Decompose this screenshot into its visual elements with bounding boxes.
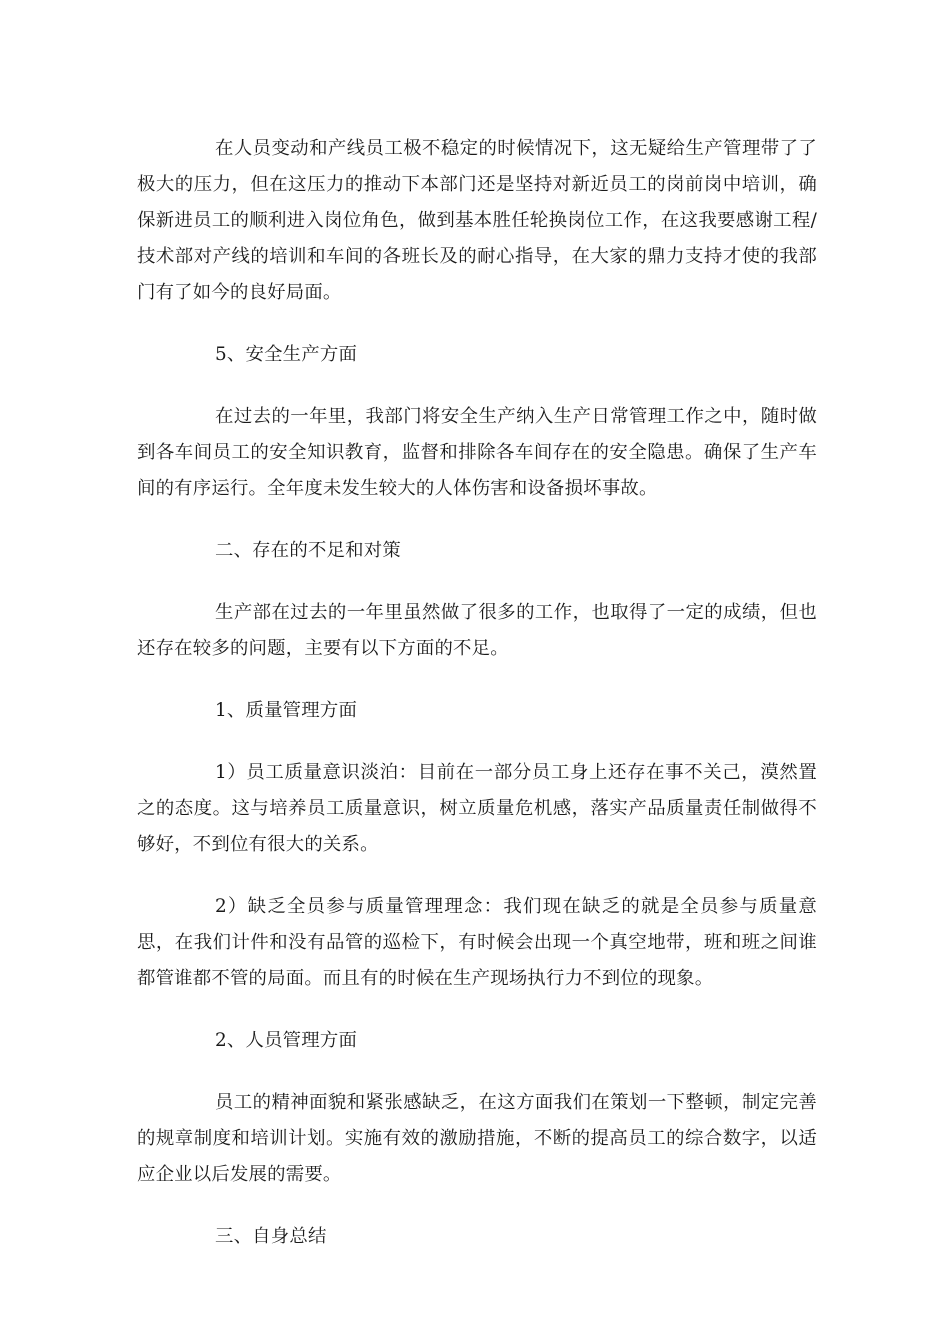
- paragraph-personnel: 员工的精神面貌和紧张感缺乏，在这方面我们在策划一下整顿，制定完善的规章制度和培训计划。实施有效的激励措施，不断的提高员工的综合数字，以适应企业以后发展的需要。: [137, 1092, 817, 1185]
- paragraph-quality-awareness: 1）员工质量意识淡泊：目前在一部分员工身上还存在事不关己，漠然置之的态度。这与培养员工质量意识，树立质量危机感，落实产品质量责任制做得不够好，不到位有很大的关系。: [137, 762, 817, 855]
- heading-personnel-management: 2、人员管理方面: [215, 1030, 358, 1051]
- paragraph-safety: 在过去的一年里，我部门将安全生产纳入生产日常管理工作之中，随时做到各车间员工的安全知识教育，监督和排除各车间存在的安全隐患。确保了生产车间的有序运行。全年度未发生较大的人体伤害和设备损坏事故。: [137, 406, 817, 499]
- heading-shortcomings: 二、存在的不足和对策: [215, 540, 401, 561]
- heading-safety-production: 5、安全生产方面: [215, 344, 358, 365]
- paragraph-training: 在人员变动和产线员工极不稳定的时候情况下，这无疑给生产管理带了了极大的压力，但在这压力的推动下本部门还是坚持对新近员工的岗前岗中培训，确保新进员工的顺利进入岗位角色，做到基本胜任轮换岗位工作，在这我要感谢工程/技术部对产线的培训和车间的各班长及的耐心指导，在大家的鼎力支持才使的我部门有了如今的良好局面。: [137, 138, 817, 303]
- paragraph-quality-participation: 2）缺乏全员参与质量管理理念：我们现在缺乏的就是全员参与质量意思，在我们计件和没有品管的巡检下，有时候会出现一个真空地带，班和班之间谁都管谁都不管的局面。而且有的时候在生产现场执行力不到位的现象。: [137, 896, 817, 989]
- paragraph-shortcomings-intro: 生产部在过去的一年里虽然做了很多的工作，也取得了一定的成绩，但也还存在较多的问题，主要有以下方面的不足。: [137, 602, 817, 659]
- heading-self-summary: 三、自身总结: [215, 1226, 327, 1247]
- document-body: [137, 131, 817, 1281]
- heading-quality-management: 1、质量管理方面: [215, 700, 358, 721]
